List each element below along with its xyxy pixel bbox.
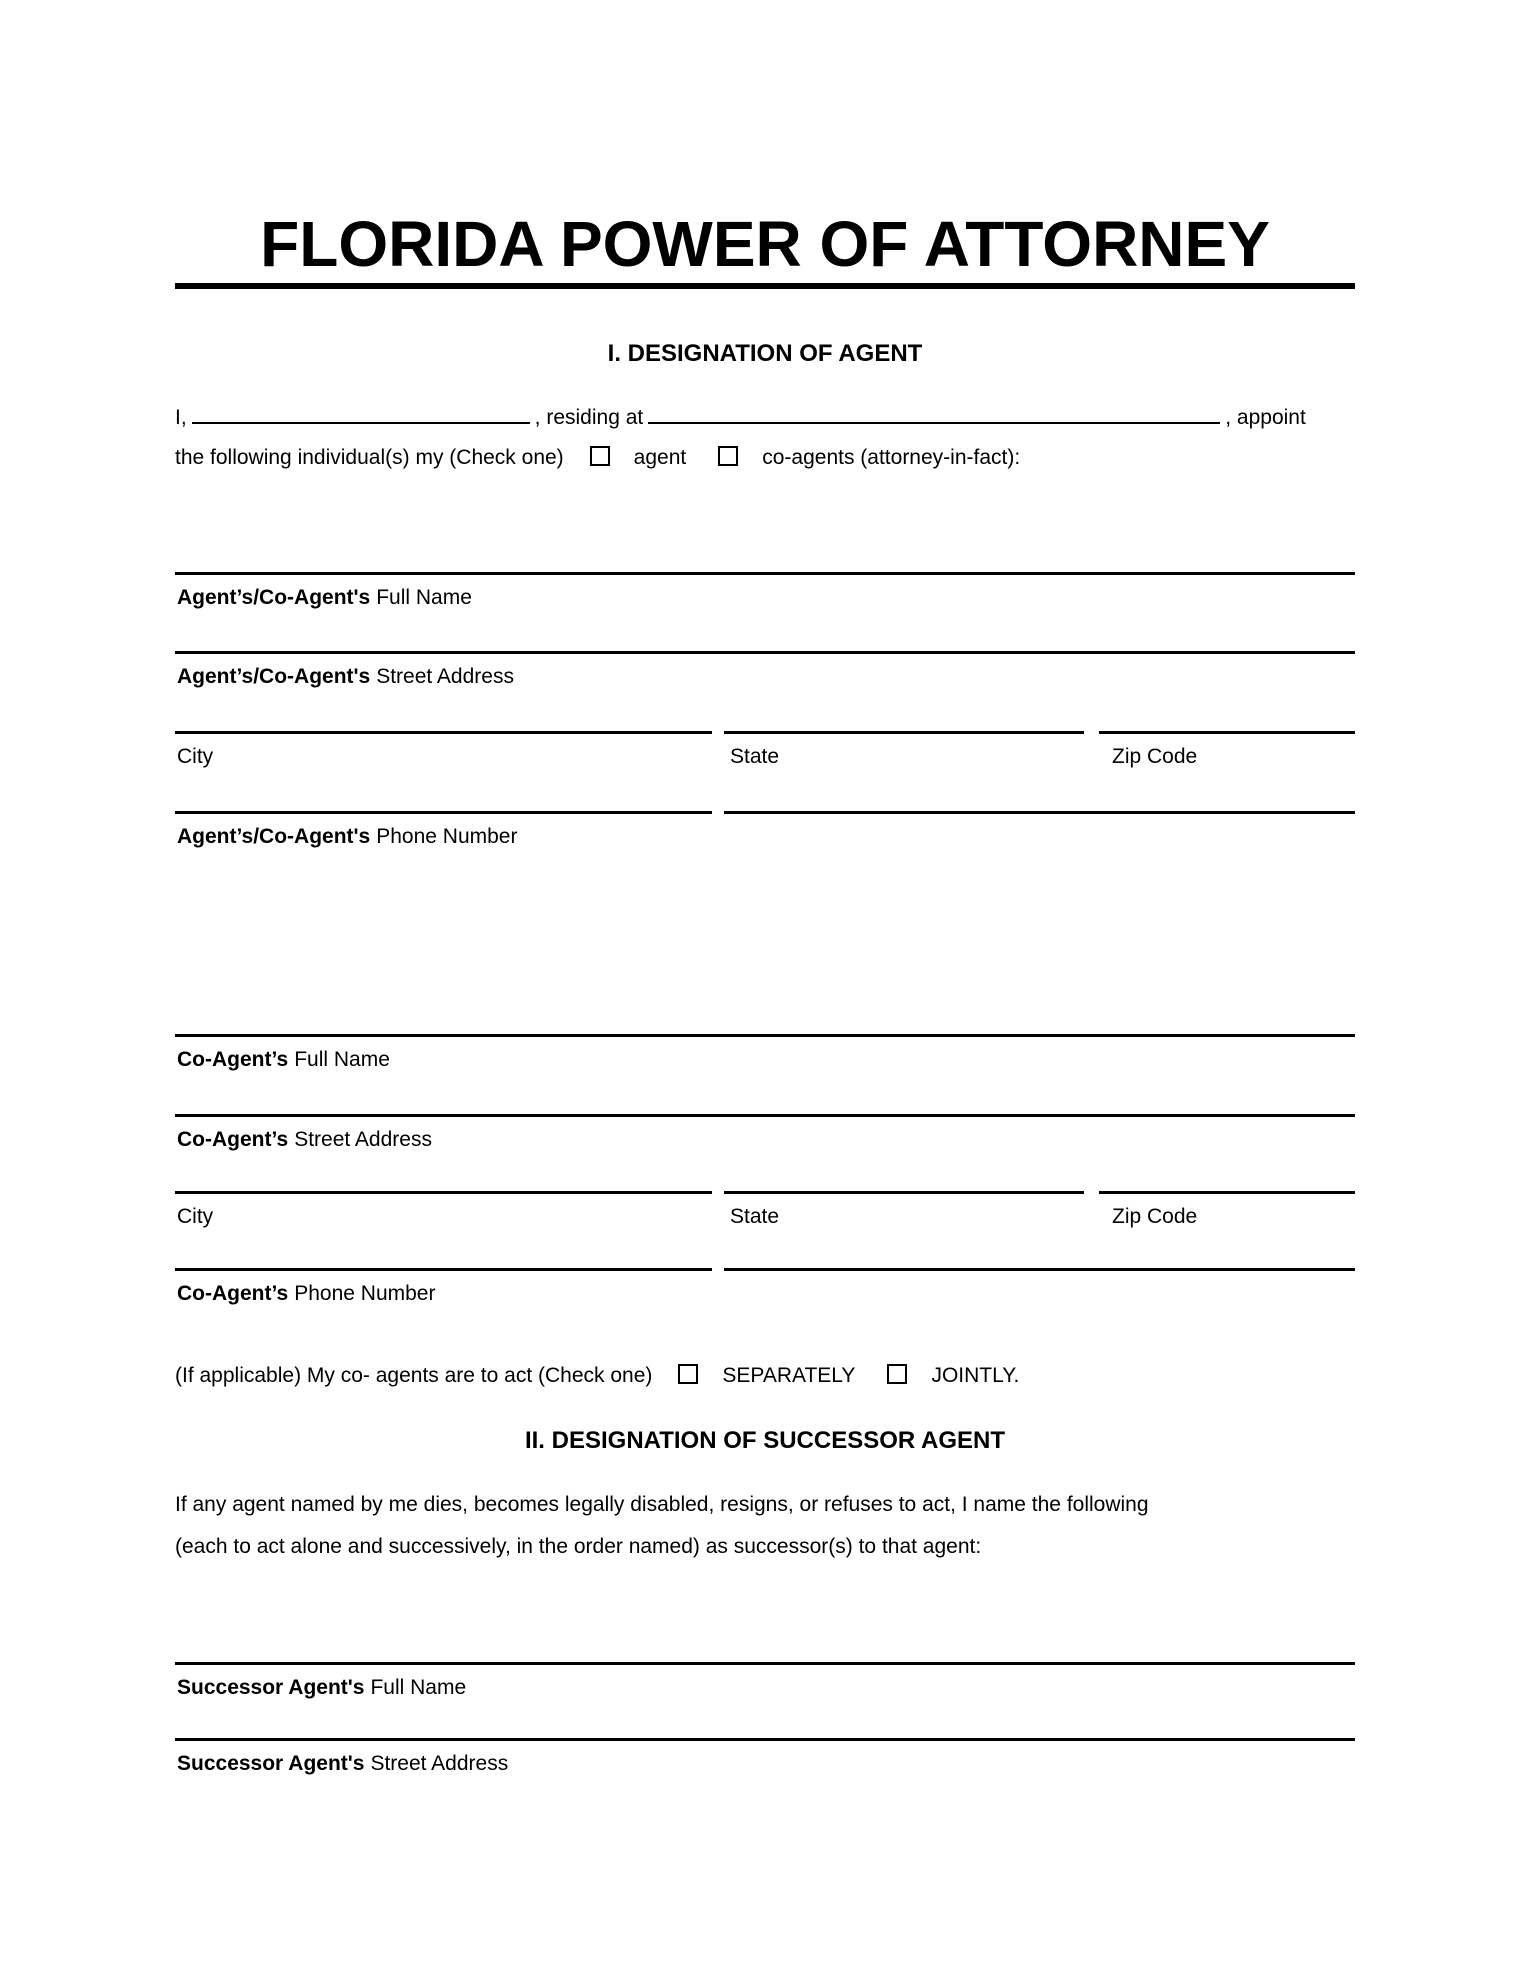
coagent-full-name-line[interactable] xyxy=(175,1034,1355,1037)
coagent-state-line[interactable] xyxy=(724,1191,1084,1194)
successor-full-name-line[interactable] xyxy=(175,1662,1355,1665)
agent-state-line[interactable] xyxy=(724,731,1084,734)
section1-heading: I. DESIGNATION OF AGENT xyxy=(607,340,923,367)
agent-city-label: City xyxy=(177,745,214,768)
coagent-street-address-line[interactable] xyxy=(175,1114,1355,1117)
successor-full-name-label: Successor Agent's Full Name xyxy=(177,1676,467,1699)
coagent-phone-label: Co-Agent’s Phone Number xyxy=(177,1282,436,1305)
choice-text: (If applicable) My co- agents are to act (Check one) xyxy=(175,1364,653,1387)
co-agents-checkbox[interactable] xyxy=(718,446,738,466)
agent-city-line[interactable] xyxy=(175,731,712,734)
coagent-act-choice xyxy=(175,1356,1365,1396)
para-text: , residing at xyxy=(534,406,644,429)
para-text: I, xyxy=(175,406,187,429)
title-double-rule xyxy=(175,283,1355,289)
jointly-label: JOINTLY. xyxy=(931,1364,1020,1387)
coagent-phone-line-right[interactable] xyxy=(724,1268,1355,1271)
coagent-phone-line-left[interactable] xyxy=(175,1268,712,1271)
principal-address-blank[interactable] xyxy=(648,400,1220,424)
separately-label: SEPARATELY xyxy=(722,1364,856,1387)
jointly-checkbox[interactable] xyxy=(887,1364,907,1384)
agent-full-name-line[interactable] xyxy=(175,572,1355,575)
agent-zip-label: Zip Code xyxy=(1112,745,1198,768)
document-title: FLORIDA POWER OF ATTORNEY xyxy=(260,208,1270,280)
designation-line1 xyxy=(175,398,1365,438)
section2-heading: II. DESIGNATION OF SUCCESSOR AGENT xyxy=(524,1427,1006,1454)
successor-street-address-label: Successor Agent's Street Address xyxy=(177,1752,509,1775)
agent-phone-label: Agent’s/Co-Agent's Phone Number xyxy=(177,825,518,848)
agent-street-address-line[interactable] xyxy=(175,651,1355,654)
successor-street-address-line[interactable] xyxy=(175,1738,1355,1741)
para-text: , appoint xyxy=(1225,406,1306,429)
coagent-city-line[interactable] xyxy=(175,1191,712,1194)
designation-line2 xyxy=(175,438,1365,478)
agent-street-address-label: Agent’s/Co-Agent's Street Address xyxy=(177,665,514,688)
coagent-city-label: City xyxy=(177,1205,214,1228)
principal-name-blank[interactable] xyxy=(192,400,530,424)
coagent-street-address-label: Co-Agent’s Street Address xyxy=(177,1128,432,1151)
agent-full-name-label: Agent’s/Co-Agent's Full Name xyxy=(177,586,472,609)
agent-phone-line-right[interactable] xyxy=(724,811,1355,814)
coagent-zip-label: Zip Code xyxy=(1112,1205,1198,1228)
agent-checkbox[interactable] xyxy=(590,446,610,466)
agent-phone-line-left[interactable] xyxy=(175,811,712,814)
para-text: the following individual(s) my (Check one) xyxy=(175,446,564,469)
successor-paragraph-line2: (each to act alone and successively, in the order named) as successor(s) to that agent: xyxy=(175,1535,982,1558)
successor-paragraph xyxy=(175,1484,1365,1568)
successor-paragraph-line1: If any agent named by me dies, becomes legally disabled, resigns, or refuses to act, I name the following xyxy=(175,1493,1149,1516)
coagent-zip-line[interactable] xyxy=(1099,1191,1355,1194)
separately-checkbox[interactable] xyxy=(678,1364,698,1384)
agent-state-label: State xyxy=(730,745,780,768)
coagent-state-label: State xyxy=(730,1205,780,1228)
designation-paragraph xyxy=(175,398,1365,478)
co-agents-option-label: co-agents (attorney-in-fact): xyxy=(762,446,1021,469)
agent-zip-line[interactable] xyxy=(1099,731,1355,734)
agent-option-label: agent xyxy=(633,446,687,469)
coagent-full-name-label: Co-Agent’s Full Name xyxy=(177,1048,390,1071)
